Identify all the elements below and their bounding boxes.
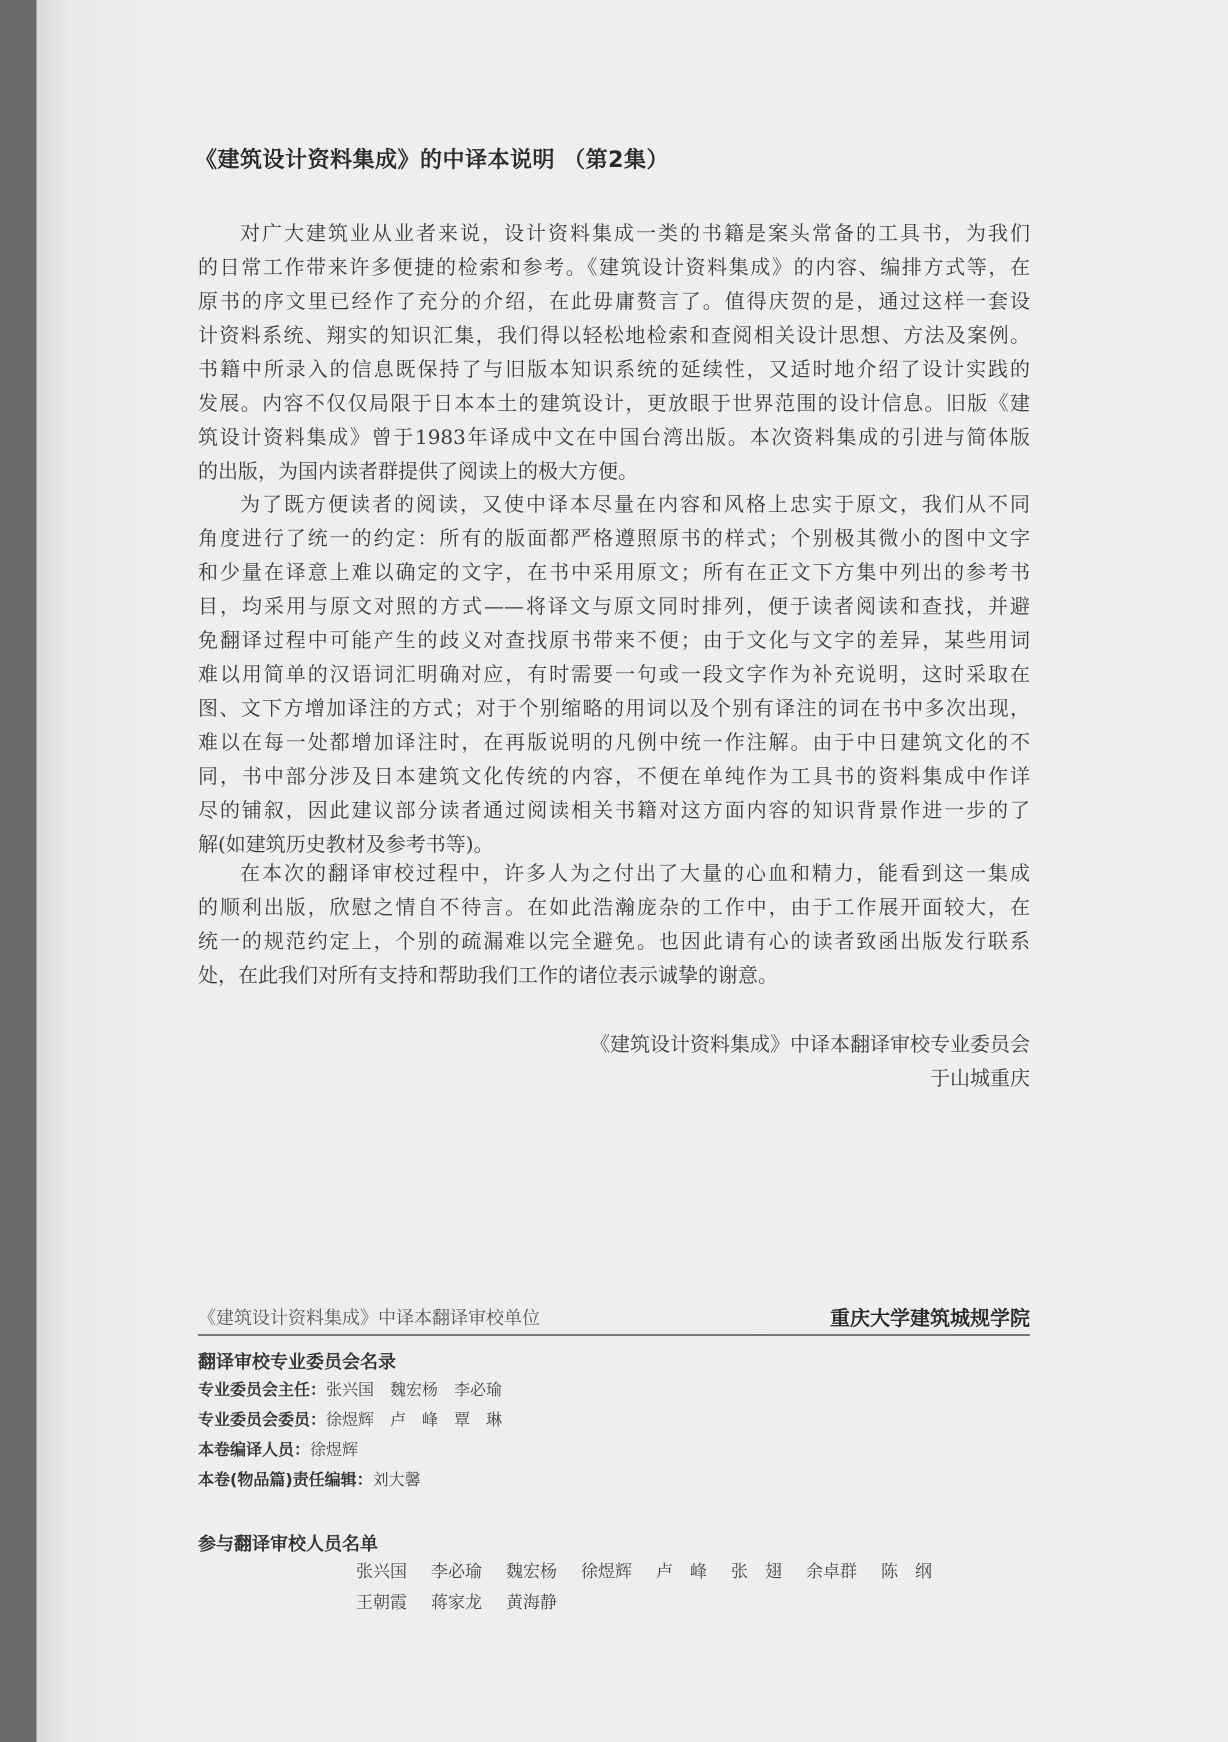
participant-name: 张兴国 bbox=[356, 1562, 407, 1582]
participant-name: 李必瑜 bbox=[431, 1562, 482, 1582]
text-line: 发展。内容不仅仅局限于日本本土的建筑设计，更放眼于世界范围的设计信息。旧版《建 bbox=[198, 391, 1030, 415]
text-line: 的日常工作带来许多便捷的检索和参考。《建筑设计资料集成》的内容、编排方式等，在 bbox=[198, 255, 1030, 279]
participant-name: 卢 峰 bbox=[656, 1562, 707, 1582]
text-line: 同，书中部分涉及日本建筑文化传统的内容，不便在单纯作为工具书的资料集成中作详 bbox=[198, 764, 1030, 788]
committee-row bbox=[198, 1405, 502, 1435]
text-line: 解(如建筑历史教材及参考书等)。 bbox=[198, 832, 494, 856]
text-line: 筑设计资料集成》曾于1983年译成中文在中国台湾出版。本次资料集成的引进与简体版 bbox=[198, 425, 1030, 449]
translation-unit-header bbox=[198, 1302, 1030, 1336]
signature bbox=[590, 1027, 1030, 1095]
unit-name: 重庆大学建筑城规学院 bbox=[830, 1306, 1030, 1330]
committee-role: 专业委员会委员： bbox=[198, 1410, 327, 1429]
participant-name: 魏宏杨 bbox=[506, 1562, 557, 1582]
paragraph-2 bbox=[198, 487, 1030, 861]
participants-row bbox=[356, 1588, 956, 1619]
committee-row bbox=[198, 1435, 502, 1465]
text-line: 尽的铺叙，因此建议部分读者通过阅读相关书籍对这方面内容的知识背景作进一步的了 bbox=[198, 798, 1030, 822]
participant-name: 徐煜辉 bbox=[581, 1562, 632, 1582]
unit-label: 《建筑设计资料集成》中译本翻译审校单位 bbox=[198, 1308, 540, 1329]
participants-row bbox=[356, 1557, 956, 1588]
participant-name: 王朝霞 bbox=[356, 1593, 407, 1613]
committee-row bbox=[198, 1375, 502, 1405]
committee-heading: 翻译审校专业委员会名录 bbox=[198, 1352, 396, 1373]
committee-row bbox=[198, 1465, 502, 1495]
text-line: 统一的规范约定上，个别的疏漏难以完全避免。也因此请有心的读者致函出版发行联系 bbox=[198, 929, 1030, 953]
committee-members: 徐煜辉 卢 峰 覃 琳 bbox=[326, 1410, 503, 1429]
text-line: 图、文下方增加译注的方式；对于个别缩略的用词以及个别有译注的词在书中多次出现， bbox=[198, 696, 1030, 720]
paragraph-3 bbox=[198, 856, 1030, 992]
committee-role: 专业委员会主任： bbox=[198, 1380, 327, 1399]
text-line: 的出版，为国内读者群提供了阅读上的极大方便。 bbox=[198, 459, 638, 483]
participants-list bbox=[356, 1557, 956, 1619]
committee-role: 本卷编译人员： bbox=[198, 1440, 311, 1459]
signature-place: 于山城重庆 bbox=[930, 1066, 1030, 1090]
text-line: 难以用简单的汉语词汇明确对应，有时需要一句或一段文字作为补充说明，这时采取在 bbox=[198, 662, 1030, 686]
text-line: 计资料系统、翔实的知识汇集，我们得以轻松地检索和查阅相关设计思想、方法及案例。 bbox=[198, 323, 1030, 347]
committee-members: 徐煜辉 bbox=[310, 1440, 359, 1459]
participant-name: 蒋家龙 bbox=[431, 1593, 482, 1613]
text-line: 处，在此我们对所有支持和帮助我们工作的诸位表示诚挚的谢意。 bbox=[198, 963, 778, 987]
text-line: 原书的序文里已经作了充分的介绍，在此毋庸赘言了。值得庆贺的是，通过这样一套设 bbox=[198, 289, 1030, 313]
participant-name: 余卓群 bbox=[806, 1562, 857, 1582]
page-title: 《建筑设计资料集成》的中译本说明 （第2集） bbox=[195, 148, 669, 173]
committee-members: 张兴国 魏宏杨 李必瑜 bbox=[326, 1380, 503, 1399]
committee-members: 刘大馨 bbox=[372, 1470, 421, 1489]
text-line: 在本次的翻译审校过程中，许多人为之付出了大量的心血和精力，能看到这一集成 bbox=[240, 861, 1030, 885]
binding-edge bbox=[0, 0, 36, 1742]
text-line: 难以在每一处都增加译注时，在再版说明的凡例中统一作注解。由于中日建筑文化的不 bbox=[198, 730, 1030, 754]
participant-name: 黄海静 bbox=[506, 1593, 557, 1613]
participants-heading: 参与翻译审校人员名单 bbox=[198, 1534, 378, 1555]
text-line: 对广大建筑业从业者来说，设计资料集成一类的书籍是案头常备的工具书，为我们 bbox=[240, 221, 1030, 245]
text-line: 目，均采用与原文对照的方式——将译文与原文同时排列，便于读者阅读和查找，并避 bbox=[198, 594, 1030, 618]
participant-name: 陈 纲 bbox=[881, 1562, 932, 1582]
text-line: 角度进行了统一的约定：所有的版面都严格遵照原书的样式；个别极其微小的图中文字 bbox=[198, 526, 1030, 550]
text-line: 和少量在译意上难以确定的文字，在书中采用原文；所有在正文下方集中列出的参考书 bbox=[198, 560, 1030, 584]
signature-org: 《建筑设计资料集成》中译本翻译审校专业委员会 bbox=[590, 1032, 1030, 1056]
participant-name: 张 翅 bbox=[731, 1562, 782, 1582]
text-line: 为了既方便读者的阅读，又使中译本尽量在内容和风格上忠实于原文，我们从不同 bbox=[240, 492, 1030, 516]
committee-list bbox=[198, 1375, 502, 1495]
text-line: 书籍中所录入的信息既保持了与旧版本知识系统的延续性，又适时地介绍了设计实践的 bbox=[198, 357, 1030, 381]
text-line: 免翻译过程中可能产生的歧义对查找原书带来不便；由于文化与文字的差异，某些用词 bbox=[198, 628, 1030, 652]
text-line: 的顺利出版，欣慰之情自不待言。在如此浩瀚庞杂的工作中，由于工作展开面较大，在 bbox=[198, 895, 1030, 919]
paragraph-1 bbox=[198, 216, 1030, 488]
committee-role: 本卷(物品篇)责任编辑： bbox=[198, 1470, 373, 1489]
